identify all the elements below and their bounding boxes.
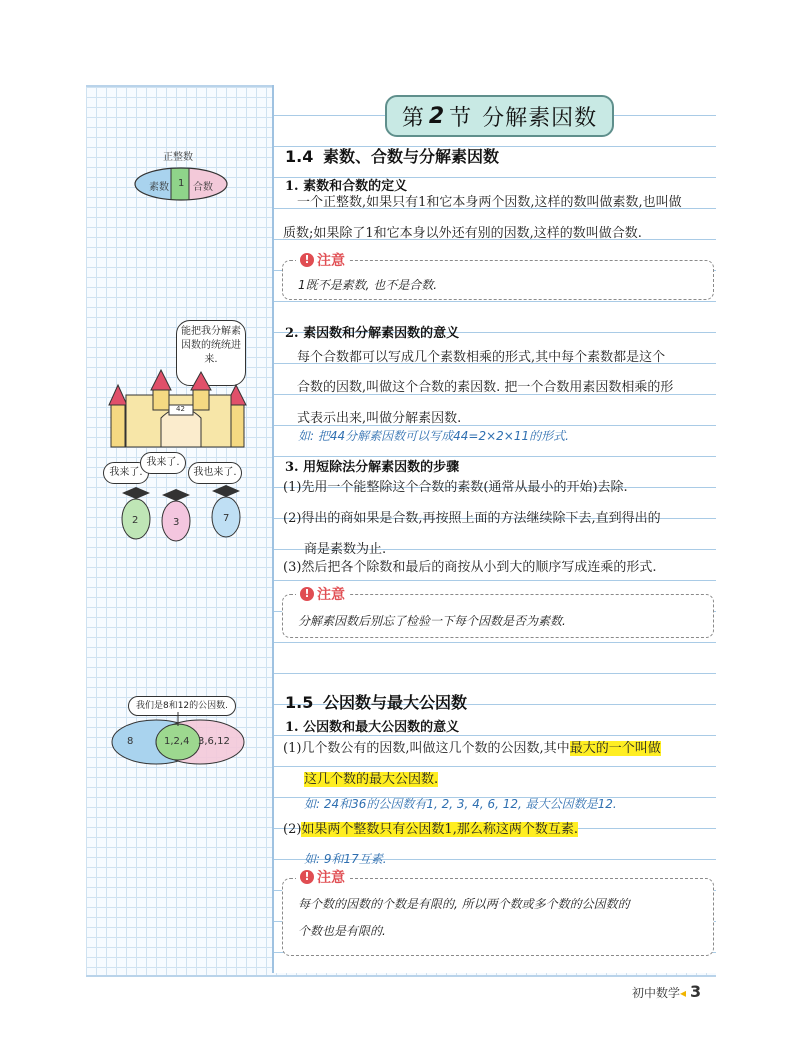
exclamation-icon: !	[300, 587, 314, 601]
paragraph-line: 合数的因数,叫做这个合数的素因数. 把一个合数用素因数相乘的形	[297, 380, 674, 395]
castle-illustration	[106, 350, 256, 450]
definition-item: (2)如果两个整数只有公因数1,那么称这两个数互素.	[283, 822, 578, 837]
section-prefix: 第	[401, 105, 425, 131]
subsection-heading-1-4	[285, 144, 499, 167]
note-text: 分解素因数后别忘了检验一下每个因数是否为素数.	[298, 614, 566, 628]
subsection-heading-1-5	[285, 690, 467, 713]
step-item: (3)然后把各个除数和最后的商按从小到大的顺序写成连乘的形式.	[283, 560, 657, 575]
heading-prime-composite-def: 1. 素数和合数的定义	[285, 179, 408, 194]
kid-speech-2: 我来了.	[140, 452, 186, 474]
note-label: ! 注意	[296, 250, 349, 270]
section-title-banner	[385, 95, 614, 137]
composite-label: 合数	[193, 182, 213, 193]
heading-prime-factor-meaning: 2. 素因数和分解素因数的意义	[285, 326, 460, 341]
subsection-title: 公因数与最大公因数	[323, 693, 468, 712]
paragraph-line: 每个合数都可以写成几个素数相乘的形式,其中每个素数都是这个	[297, 350, 666, 365]
subsection-number: 1.5	[285, 693, 314, 712]
handwritten-example: 如: 把44分解素因数可以写成44=2×2×11的形式.	[298, 429, 569, 443]
paragraph-line: 一个正整数,如果只有1和它本身两个因数,这样的数叫做素数,也叫做	[297, 195, 682, 210]
note-label: ! 注意	[296, 867, 349, 887]
castle-speech-bubble: 能把我分解素因数的统统进来.	[176, 320, 246, 386]
kid-speech-1: 我来了.	[103, 462, 149, 484]
note-text: 每个数的因数的个数是有限的, 所以两个数或多个数的公因数的	[298, 897, 630, 911]
venn-right-label: 3,6,12	[198, 736, 230, 747]
kid-number-2: 3	[173, 517, 180, 528]
step-item-continued: 商是素数为止.	[304, 542, 387, 557]
subsection-title: 素数、合数与分解素因数	[323, 147, 500, 166]
highlighted-text: 如果两个整数只有公因数1,那么称这两个数互素.	[301, 822, 578, 837]
definition-item-continued	[304, 764, 438, 795]
step-item: (2)得出的商如果是合数,再按照上面的方法继续除下去,直到得出的	[283, 511, 661, 526]
heading-common-factor-meaning: 1. 公因数和最大公因数的意义	[285, 720, 460, 735]
step-item: (1)先用一个能整除这个合数的素数(通常从最小的开始)去除.	[283, 480, 628, 495]
heading-short-division-steps: 3. 用短除法分解素因数的步骤	[285, 460, 460, 475]
page-footer	[632, 982, 701, 1001]
note-label: ! 注意	[296, 584, 349, 604]
footer-subject: 初中数学	[632, 986, 681, 1000]
prime-label: 素数	[149, 182, 169, 193]
venn-left-label: 8	[127, 736, 134, 747]
highlighted-text: 这几个数的最大公因数.	[304, 772, 439, 787]
venn-caption: 我们是8和12的公因数.	[128, 696, 236, 716]
subsection-number: 1.4	[285, 147, 314, 166]
section-title: 分解素因数	[482, 105, 598, 131]
footer-arrow-icon: ◂	[680, 986, 687, 1000]
exclamation-icon: !	[300, 870, 314, 884]
paragraph-line: 质数;如果除了1和它本身以外还有别的因数,这样的数叫做合数.	[283, 226, 642, 241]
margin-divider	[272, 85, 274, 973]
handwritten-example: 如: 24和36的公因数有1, 2, 3, 4, 6, 12, 最大公因数是12.	[304, 797, 617, 811]
one-label: 1	[178, 178, 185, 189]
page-number: 3	[690, 982, 702, 1001]
note-text: 个数也是有限的.	[298, 924, 386, 938]
section-suffix: 节	[449, 105, 473, 131]
note-text: 1既不是素数, 也不是合数.	[298, 278, 438, 292]
positive-integers-caption: 正整数	[163, 152, 193, 163]
venn-middle-label: 1,2,4	[164, 736, 190, 747]
paragraph-line: 式表示出来,叫做分解素因数.	[297, 411, 462, 426]
castle-door-number: 42	[176, 405, 185, 413]
kid-speech-3: 我也来了.	[188, 462, 242, 484]
handwritten-example: 如: 9和17互素.	[304, 852, 387, 866]
kid-number-1: 2	[132, 515, 139, 526]
note-box	[282, 878, 714, 956]
highlighted-text: 最大的一个叫做	[569, 741, 661, 756]
definition-item: (1)几个数公有的因数,叫做这几个数的公因数,其中最大的一个叫做	[283, 741, 661, 756]
section-number: 2	[428, 103, 446, 129]
exclamation-icon: !	[300, 253, 314, 267]
kid-number-3: 7	[223, 513, 230, 524]
